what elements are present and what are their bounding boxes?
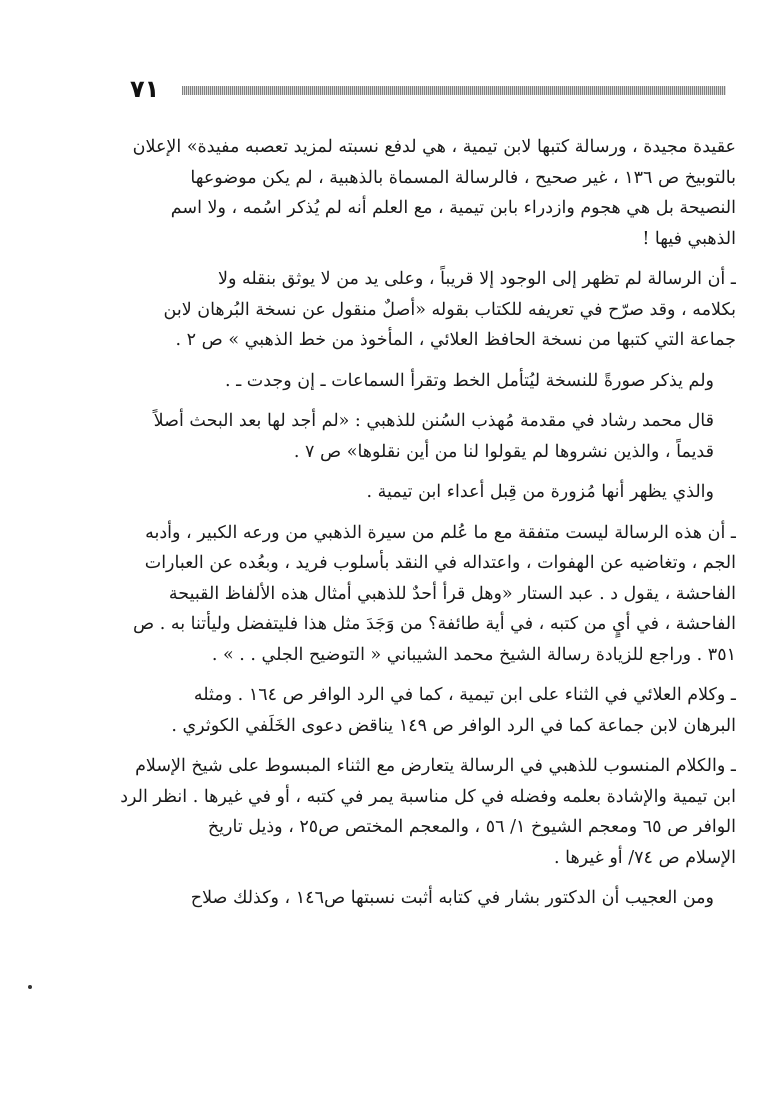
text-line: والذي يظهر أنها مُزورة من قِبل أعداء ابن تيمية .	[366, 482, 714, 502]
paragraph	[114, 264, 736, 356]
paragraph	[114, 883, 736, 914]
text-line: ـ وكلام العلائي في الثناء على ابن تيمية ، كما في الرد الوافر ص ١٦٤ . ومثله	[193, 685, 736, 705]
text-line: ـ أن الرسالة لم تظهر إلى الوجود إلا قريباً ، وعلى يد من لا يوثق بنقله ولا	[218, 269, 736, 289]
text-line: قديماً ، والذين نشروها لم يقولوا لنا من أين نقلوها» ص ٧ .	[293, 441, 714, 462]
paragraph	[114, 132, 736, 254]
text-line: الذهبي فيها !	[642, 228, 736, 249]
paragraph	[114, 477, 736, 508]
text-line: ـ أن هذه الرسالة ليست متفقة مع ما عُلم من سيرة الذهبي من ورعه الكبير ، وأدبه	[145, 522, 736, 543]
text-line: الوافر ص ٦٥ ومعجم الشيوخ ١/ ٥٦ ، والمعجم المختص ص٢٥ ، وذيل تاريخ	[207, 817, 736, 837]
page-header	[130, 74, 726, 108]
text-line: ـ والكلام المنسوب للذهبي في الرسالة يتعارض مع الثناء المبسوط على شيخ الإسلام	[135, 756, 736, 776]
paragraph	[114, 518, 736, 671]
text-line: عقيدة مجيدة ، ورسالة كتبها لابن تيمية ، هي لدفع نسبته لمزيد تعصبه مفيدة» الإعلان	[132, 137, 736, 157]
text-line: الفاحشة ، يقول د . عبد الستار «وهل قرأ أحدٌ للذهبي أمثال هذه الألفاظ القبيحة	[168, 583, 736, 604]
paragraph	[114, 406, 736, 467]
paragraph	[114, 366, 736, 397]
page-number: ٧١	[130, 75, 160, 103]
text-line: ولم يذكر صورةً للنسخة ليُتأمل الخط وتقرأ السماعات ـ إن وجدت ـ .	[224, 370, 714, 391]
text-line: بالتوبيخ ص ١٣٦ ، غير صحيح ، فالرسالة المسماة بالذهبية ، لم يكن موضوعها	[190, 167, 736, 188]
text-line: قال محمد رشاد في مقدمة مُهذب السُنن للذهبي : «لم أجد لها بعد البحث أصلاً	[153, 411, 714, 431]
header-rule	[182, 86, 726, 95]
text-line: ومن العجيب أن الدكتور بشار في كتابه أثبت نسبتها ص١٤٦ ، وكذلك صلاح	[190, 888, 714, 908]
text-line: الفاحشة ، في أيٍ من كتبه ، في أية طائفة؟ من وَجَدَ مثل هذا فليتفضل وليأتنا به . ص	[132, 614, 736, 634]
paragraph	[114, 751, 736, 873]
text-line: الجم ، وتغاضيه عن الهفوات ، واعتداله في النقد بأسلوب فريد ، وبعُده عن العبارات	[144, 553, 736, 573]
text-line: البرهان لابن جماعة كما في الرد الوافر ص ١٤٩ يناقض دعوى الخَلَفي الكوثري .	[171, 715, 736, 736]
paragraph	[114, 680, 736, 741]
margin-mark	[28, 985, 32, 989]
text-line: جماعة التي كتبها من نسخة الحافظ العلائي ، المأخوذ من خط الذهبي » ص ٢ .	[175, 330, 736, 350]
text-line: بكلامه ، وقد صرّح في تعريفه للكتاب بقوله «أصلٌ منقول عن نسخة البُرهان لابن	[163, 299, 736, 320]
text-line: الإسلام ص ٧٤/ أو غيرها .	[554, 847, 736, 868]
text-line: ٣٥١ . وراجع للزيادة رسالة الشيخ محمد الشيباني « التوضيح الجلي . . » .	[211, 644, 736, 665]
text-line: النصيحة بل هي هجوم وازدراء بابن تيمية ، مع العلم أنه لم يُذكر اسُمه ، ولا اسم	[170, 198, 736, 218]
text-line: ابن تيمية والإشادة بعلمه وفضله في كل مناسبة يمر في كتبه ، أو في غيرها . انظر الرد	[120, 786, 736, 807]
body-text	[114, 132, 736, 924]
